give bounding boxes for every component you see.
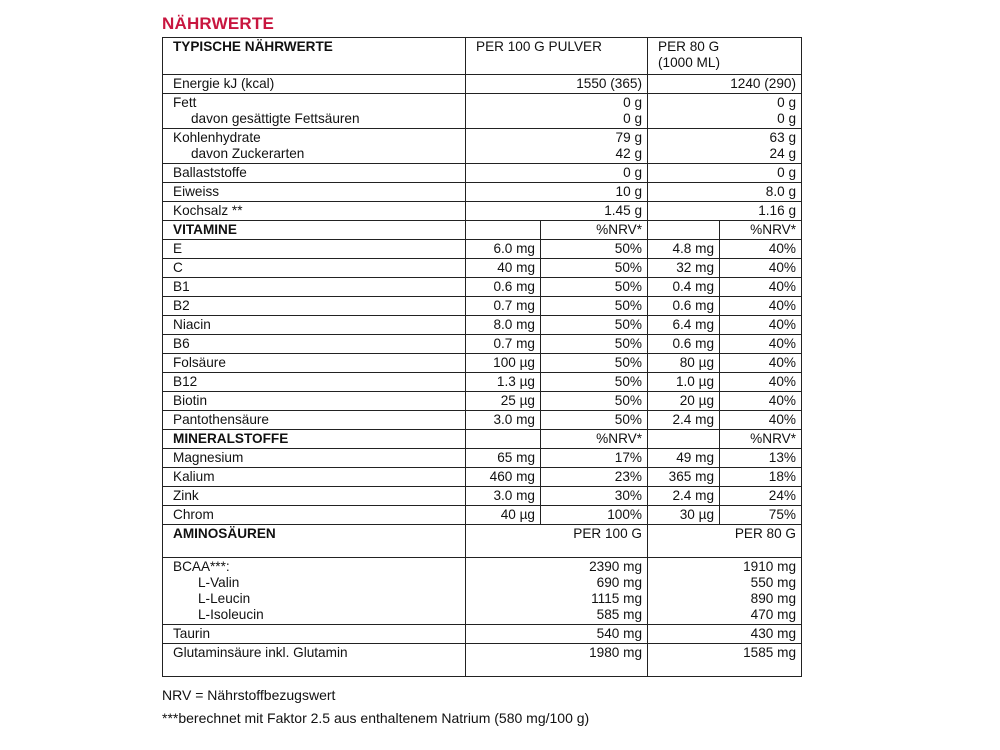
vitamin-nrv-80g: 40% [720, 240, 802, 259]
nutrient-label: Kochsalz ** [163, 202, 466, 221]
vitamin-nrv-100g: 50% [541, 240, 648, 259]
table-row [163, 625, 802, 644]
nutrient-sub-label: davon Zuckerarten [191, 146, 305, 161]
vitamin-nrv-80g: 40% [720, 335, 802, 354]
nutrient-value-80g: 8.0 g [648, 183, 802, 202]
nutrient-value-100g: 0 g [466, 164, 648, 183]
bcaa-values-100g [466, 558, 648, 625]
header-per-80g-line1: PER 80 G [658, 39, 720, 54]
vitamin-amount-80g: 0.4 mg [648, 278, 720, 297]
vitamin-name: Pantothensäure [163, 411, 466, 430]
vitamin-nrv-80g: 40% [720, 411, 802, 430]
nutrient-label: Energie kJ (kcal) [163, 75, 466, 94]
mineral-amount-80g: 30 µg [648, 506, 720, 525]
nutrient-sub-value-100g: 0 g [623, 111, 643, 126]
nutrient-main-label: Fett [173, 95, 197, 110]
table-row [163, 202, 802, 221]
mineral-amount-80g: 49 mg [648, 449, 720, 468]
mineral-name: Zink [163, 487, 466, 506]
vitamin-nrv-100g: 50% [541, 354, 648, 373]
vitamin-amount-100g: 6.0 mg [466, 240, 541, 259]
vitamin-amount-80g: 6.4 mg [648, 316, 720, 335]
nutrient-main-value-80g: 63 g [769, 130, 797, 145]
table-row [163, 558, 802, 625]
table-row [163, 392, 802, 411]
nutrient-label [163, 129, 466, 164]
mineral-amount-100g: 40 µg [466, 506, 541, 525]
bcaa-label: BCAA***: [173, 559, 230, 574]
amino-item-value-100g: 1115 mg [591, 591, 643, 606]
nutrient-value-80g: 1240 (290) [648, 75, 802, 94]
vitamin-name: B2 [163, 297, 466, 316]
mineral-nrv-80g: 75% [720, 506, 802, 525]
vitamin-amount-100g: 100 µg [466, 354, 541, 373]
amino-item-name: L-Valin [198, 575, 240, 590]
table-row [163, 411, 802, 430]
table-row [163, 316, 802, 335]
nrv-header-80g: %NRV* [720, 221, 802, 240]
vitamin-amount-100g: 40 mg [466, 259, 541, 278]
blank-cell [648, 430, 720, 449]
amino-item-value-80g: 890 mg [750, 591, 797, 606]
table-row [163, 129, 802, 164]
nutrient-value-100g: 10 g [466, 183, 648, 202]
amino-item-value-80g: 470 mg [750, 607, 797, 622]
table-row [163, 354, 802, 373]
amino-header-100g: PER 100 G [466, 525, 648, 558]
table-row [163, 278, 802, 297]
table-row [163, 259, 802, 278]
nutrient-sub-value-100g: 42 g [615, 146, 643, 161]
nutrient-main-value-100g: 0 g [623, 95, 643, 110]
mineral-nrv-80g: 13% [720, 449, 802, 468]
vitamin-amount-80g: 0.6 mg [648, 335, 720, 354]
mineral-amount-80g: 365 mg [648, 468, 720, 487]
amino-name: Taurin [163, 625, 466, 644]
header-per-80g-line2: (1000 ML) [658, 55, 720, 70]
mineral-nrv-100g: 23% [541, 468, 648, 487]
vitamin-amount-100g: 0.6 mg [466, 278, 541, 297]
vitamin-name: B12 [163, 373, 466, 392]
vitamin-amount-100g: 1.3 µg [466, 373, 541, 392]
nutrient-value-80g: 1.16 g [648, 202, 802, 221]
vitamin-name: B1 [163, 278, 466, 297]
nutrient-value-80g: 0 g [648, 164, 802, 183]
blank-cell [466, 221, 541, 240]
minerals-header: MINERALSTOFFE [163, 430, 466, 449]
nutrient-value-100g: 1.45 g [466, 202, 648, 221]
vitamin-nrv-100g: 50% [541, 259, 648, 278]
vitamin-amount-80g: 1.0 µg [648, 373, 720, 392]
vitamin-amount-80g: 2.4 mg [648, 411, 720, 430]
vitamin-amount-100g: 0.7 mg [466, 297, 541, 316]
bcaa-label-cell [163, 558, 466, 625]
mineral-nrv-100g: 100% [541, 506, 648, 525]
section-header-row [163, 221, 802, 240]
mineral-amount-100g: 65 mg [466, 449, 541, 468]
mineral-name: Chrom [163, 506, 466, 525]
bcaa-values-80g [648, 558, 802, 625]
table-row [163, 644, 802, 677]
nutrient-sub-label: davon gesättigte Fettsäuren [191, 111, 360, 126]
header-typical-values: TYPISCHE NÄHRWERTE [163, 38, 466, 75]
table-row [163, 506, 802, 525]
vitamin-amount-80g: 0.6 mg [648, 297, 720, 316]
vitamin-amount-100g: 3.0 mg [466, 411, 541, 430]
mineral-amount-80g: 2.4 mg [648, 487, 720, 506]
mineral-nrv-80g: 18% [720, 468, 802, 487]
page-title: NÄHRWERTE [162, 14, 274, 33]
nrv-header-100g: %NRV* [541, 221, 648, 240]
vitamin-nrv-80g: 40% [720, 373, 802, 392]
mineral-name: Magnesium [163, 449, 466, 468]
table-row [163, 449, 802, 468]
vitamin-name: C [163, 259, 466, 278]
table-row [163, 164, 802, 183]
table-row [163, 297, 802, 316]
vitamin-name: Folsäure [163, 354, 466, 373]
nutrient-main-value-100g: 79 g [615, 130, 643, 145]
footnote-nrv: NRV = Nährstoffbezugswert [162, 687, 336, 703]
vitamin-amount-100g: 0.7 mg [466, 335, 541, 354]
table-row [163, 240, 802, 259]
vitamin-amount-80g: 80 µg [648, 354, 720, 373]
amino-value-100g: 1980 mg [466, 644, 648, 677]
nutrient-sub-value-80g: 24 g [769, 146, 797, 161]
table-row [163, 487, 802, 506]
bcaa-total-80g: 1910 mg [743, 559, 797, 574]
table-row [163, 468, 802, 487]
section-header-row [163, 430, 802, 449]
vitamin-amount-80g: 32 mg [648, 259, 720, 278]
amino-value-100g: 540 mg [466, 625, 648, 644]
vitamin-name: Biotin [163, 392, 466, 411]
mineral-name: Kalium [163, 468, 466, 487]
vitamin-nrv-100g: 50% [541, 278, 648, 297]
vitamin-amount-80g: 4.8 mg [648, 240, 720, 259]
nutrient-label [163, 94, 466, 129]
vitamin-nrv-80g: 40% [720, 354, 802, 373]
table-row [163, 75, 802, 94]
section-header-row [163, 525, 802, 558]
blank-cell [648, 221, 720, 240]
mineral-nrv-100g: 30% [541, 487, 648, 506]
amino-item-value-100g: 690 mg [596, 575, 643, 590]
nutrient-main-value-80g: 0 g [777, 95, 797, 110]
nutrient-label: Eiweiss [163, 183, 466, 202]
mineral-nrv-80g: 24% [720, 487, 802, 506]
vitamin-nrv-100g: 50% [541, 373, 648, 392]
nrv-header-80g: %NRV* [720, 430, 802, 449]
amino-header-80g: PER 80 G [648, 525, 802, 558]
header-per-80g [648, 38, 802, 75]
mineral-amount-100g: 3.0 mg [466, 487, 541, 506]
amino-header: AMINOSÄUREN [163, 525, 466, 558]
table-row [163, 335, 802, 354]
nutrient-value-100g [466, 94, 648, 129]
amino-item-value-100g: 585 mg [596, 607, 643, 622]
vitamin-nrv-100g: 50% [541, 335, 648, 354]
amino-name: Glutaminsäure inkl. Glutamin [163, 644, 466, 677]
vitamin-nrv-80g: 40% [720, 259, 802, 278]
header-per-100g: PER 100 G PULVER [466, 38, 648, 75]
amino-value-80g: 1585 mg [648, 644, 802, 677]
amino-item-value-80g: 550 mg [750, 575, 797, 590]
vitamin-nrv-100g: 50% [541, 297, 648, 316]
vitamin-name: Niacin [163, 316, 466, 335]
nutrition-table [162, 37, 802, 677]
nutrient-value-80g [648, 94, 802, 129]
nrv-header-100g: %NRV* [541, 430, 648, 449]
mineral-amount-100g: 460 mg [466, 468, 541, 487]
nutrient-value-80g [648, 129, 802, 164]
table-row [163, 94, 802, 129]
vitamin-amount-80g: 20 µg [648, 392, 720, 411]
vitamin-nrv-80g: 40% [720, 297, 802, 316]
vitamin-amount-100g: 8.0 mg [466, 316, 541, 335]
nutrient-main-label: Kohlenhydrate [173, 130, 261, 145]
mineral-nrv-100g: 17% [541, 449, 648, 468]
table-header-row [163, 38, 802, 75]
nutrient-value-100g: 1550 (365) [466, 75, 648, 94]
vitamin-name: E [163, 240, 466, 259]
vitamin-nrv-80g: 40% [720, 316, 802, 335]
nutrient-sub-value-80g: 0 g [777, 111, 797, 126]
vitamins-header: VITAMINE [163, 221, 466, 240]
blank-cell [466, 430, 541, 449]
vitamin-nrv-100g: 50% [541, 392, 648, 411]
nutrient-label: Ballaststoffe [163, 164, 466, 183]
vitamin-nrv-100g: 50% [541, 411, 648, 430]
amino-item-name: L-Isoleucin [198, 607, 264, 622]
vitamin-nrv-100g: 50% [541, 316, 648, 335]
vitamin-nrv-80g: 40% [720, 392, 802, 411]
table-row [163, 183, 802, 202]
footnote-calculation: ***berechnet mit Faktor 2.5 aus enthaltenem Natrium (580 mg/100 g) [162, 710, 590, 726]
table-row [163, 373, 802, 392]
vitamin-nrv-80g: 40% [720, 278, 802, 297]
vitamin-name: B6 [163, 335, 466, 354]
amino-value-80g: 430 mg [648, 625, 802, 644]
nutrient-value-100g [466, 129, 648, 164]
bcaa-total-100g: 2390 mg [589, 559, 643, 574]
vitamin-amount-100g: 25 µg [466, 392, 541, 411]
amino-item-name: L-Leucin [198, 591, 251, 606]
